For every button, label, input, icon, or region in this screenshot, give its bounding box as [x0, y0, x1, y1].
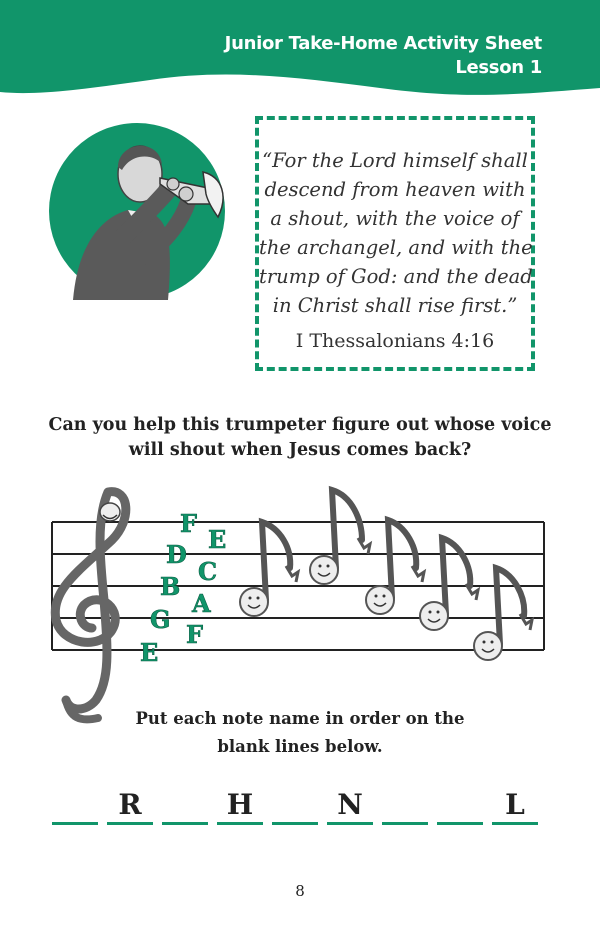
answer-blank-7[interactable]: [382, 780, 428, 825]
note-4: [420, 538, 478, 630]
note-3: [366, 520, 424, 614]
answer-blank-6[interactable]: N: [327, 780, 373, 825]
clef-letter-f-low: F: [186, 620, 204, 649]
verse-line: the archangel, and with the: [259, 236, 533, 259]
trumpeter-illustration: [48, 122, 226, 300]
answer-blank-2[interactable]: R: [107, 780, 153, 825]
clef-letter-f: F: [180, 509, 198, 538]
question-line: will shout when Jesus comes back?: [128, 440, 472, 460]
answer-blank-1[interactable]: [52, 780, 98, 825]
music-staff: [0, 478, 600, 738]
instruction-line: blank lines below.: [217, 737, 383, 756]
answer-blanks: [52, 780, 552, 825]
answer-blank-9[interactable]: L: [492, 780, 538, 825]
clef-letter-c: C: [198, 557, 218, 586]
answer-blank-8[interactable]: [437, 780, 483, 825]
verse-box: [255, 116, 535, 371]
clef-letter-a: A: [192, 589, 211, 618]
verse-reference: I Thessalonians 4:16: [295, 330, 495, 352]
note-5: [474, 568, 532, 660]
clef-letter-d: D: [166, 540, 187, 569]
clef-letter-g: G: [150, 605, 171, 634]
question-line: Can you help this trumpeter figure out whose voice: [48, 415, 552, 435]
answer-blank-4[interactable]: H: [217, 780, 263, 825]
verse-line: a shout, with the voice of: [270, 207, 520, 230]
instruction-line: Put each note name in order on the: [135, 709, 465, 728]
verse-line: trump of God: and the dead: [259, 265, 533, 288]
sheet-title: Junior Take-Home Activity Sheet: [224, 33, 542, 54]
clef-letter-b: B: [160, 572, 181, 601]
question-text: [40, 413, 560, 463]
verse-line: in Christ shall rise first.”: [272, 294, 518, 317]
treble-clef-icon: [55, 492, 126, 709]
instruction-text: [100, 705, 500, 761]
answer-blank-3[interactable]: [162, 780, 208, 825]
page-number: 8: [295, 882, 305, 900]
verse-line: “For the Lord himself shall: [262, 149, 528, 172]
header-banner: [0, 0, 600, 110]
note-1: [240, 522, 298, 616]
lesson-label: Lesson 1: [455, 57, 542, 78]
note-2: [310, 490, 370, 584]
verse-line: descend from heaven with: [264, 178, 526, 201]
verse-text: [259, 146, 531, 320]
answer-blank-5[interactable]: [272, 780, 318, 825]
clef-letter-e-low: E: [140, 638, 159, 667]
clef-letter-e: E: [208, 525, 227, 554]
